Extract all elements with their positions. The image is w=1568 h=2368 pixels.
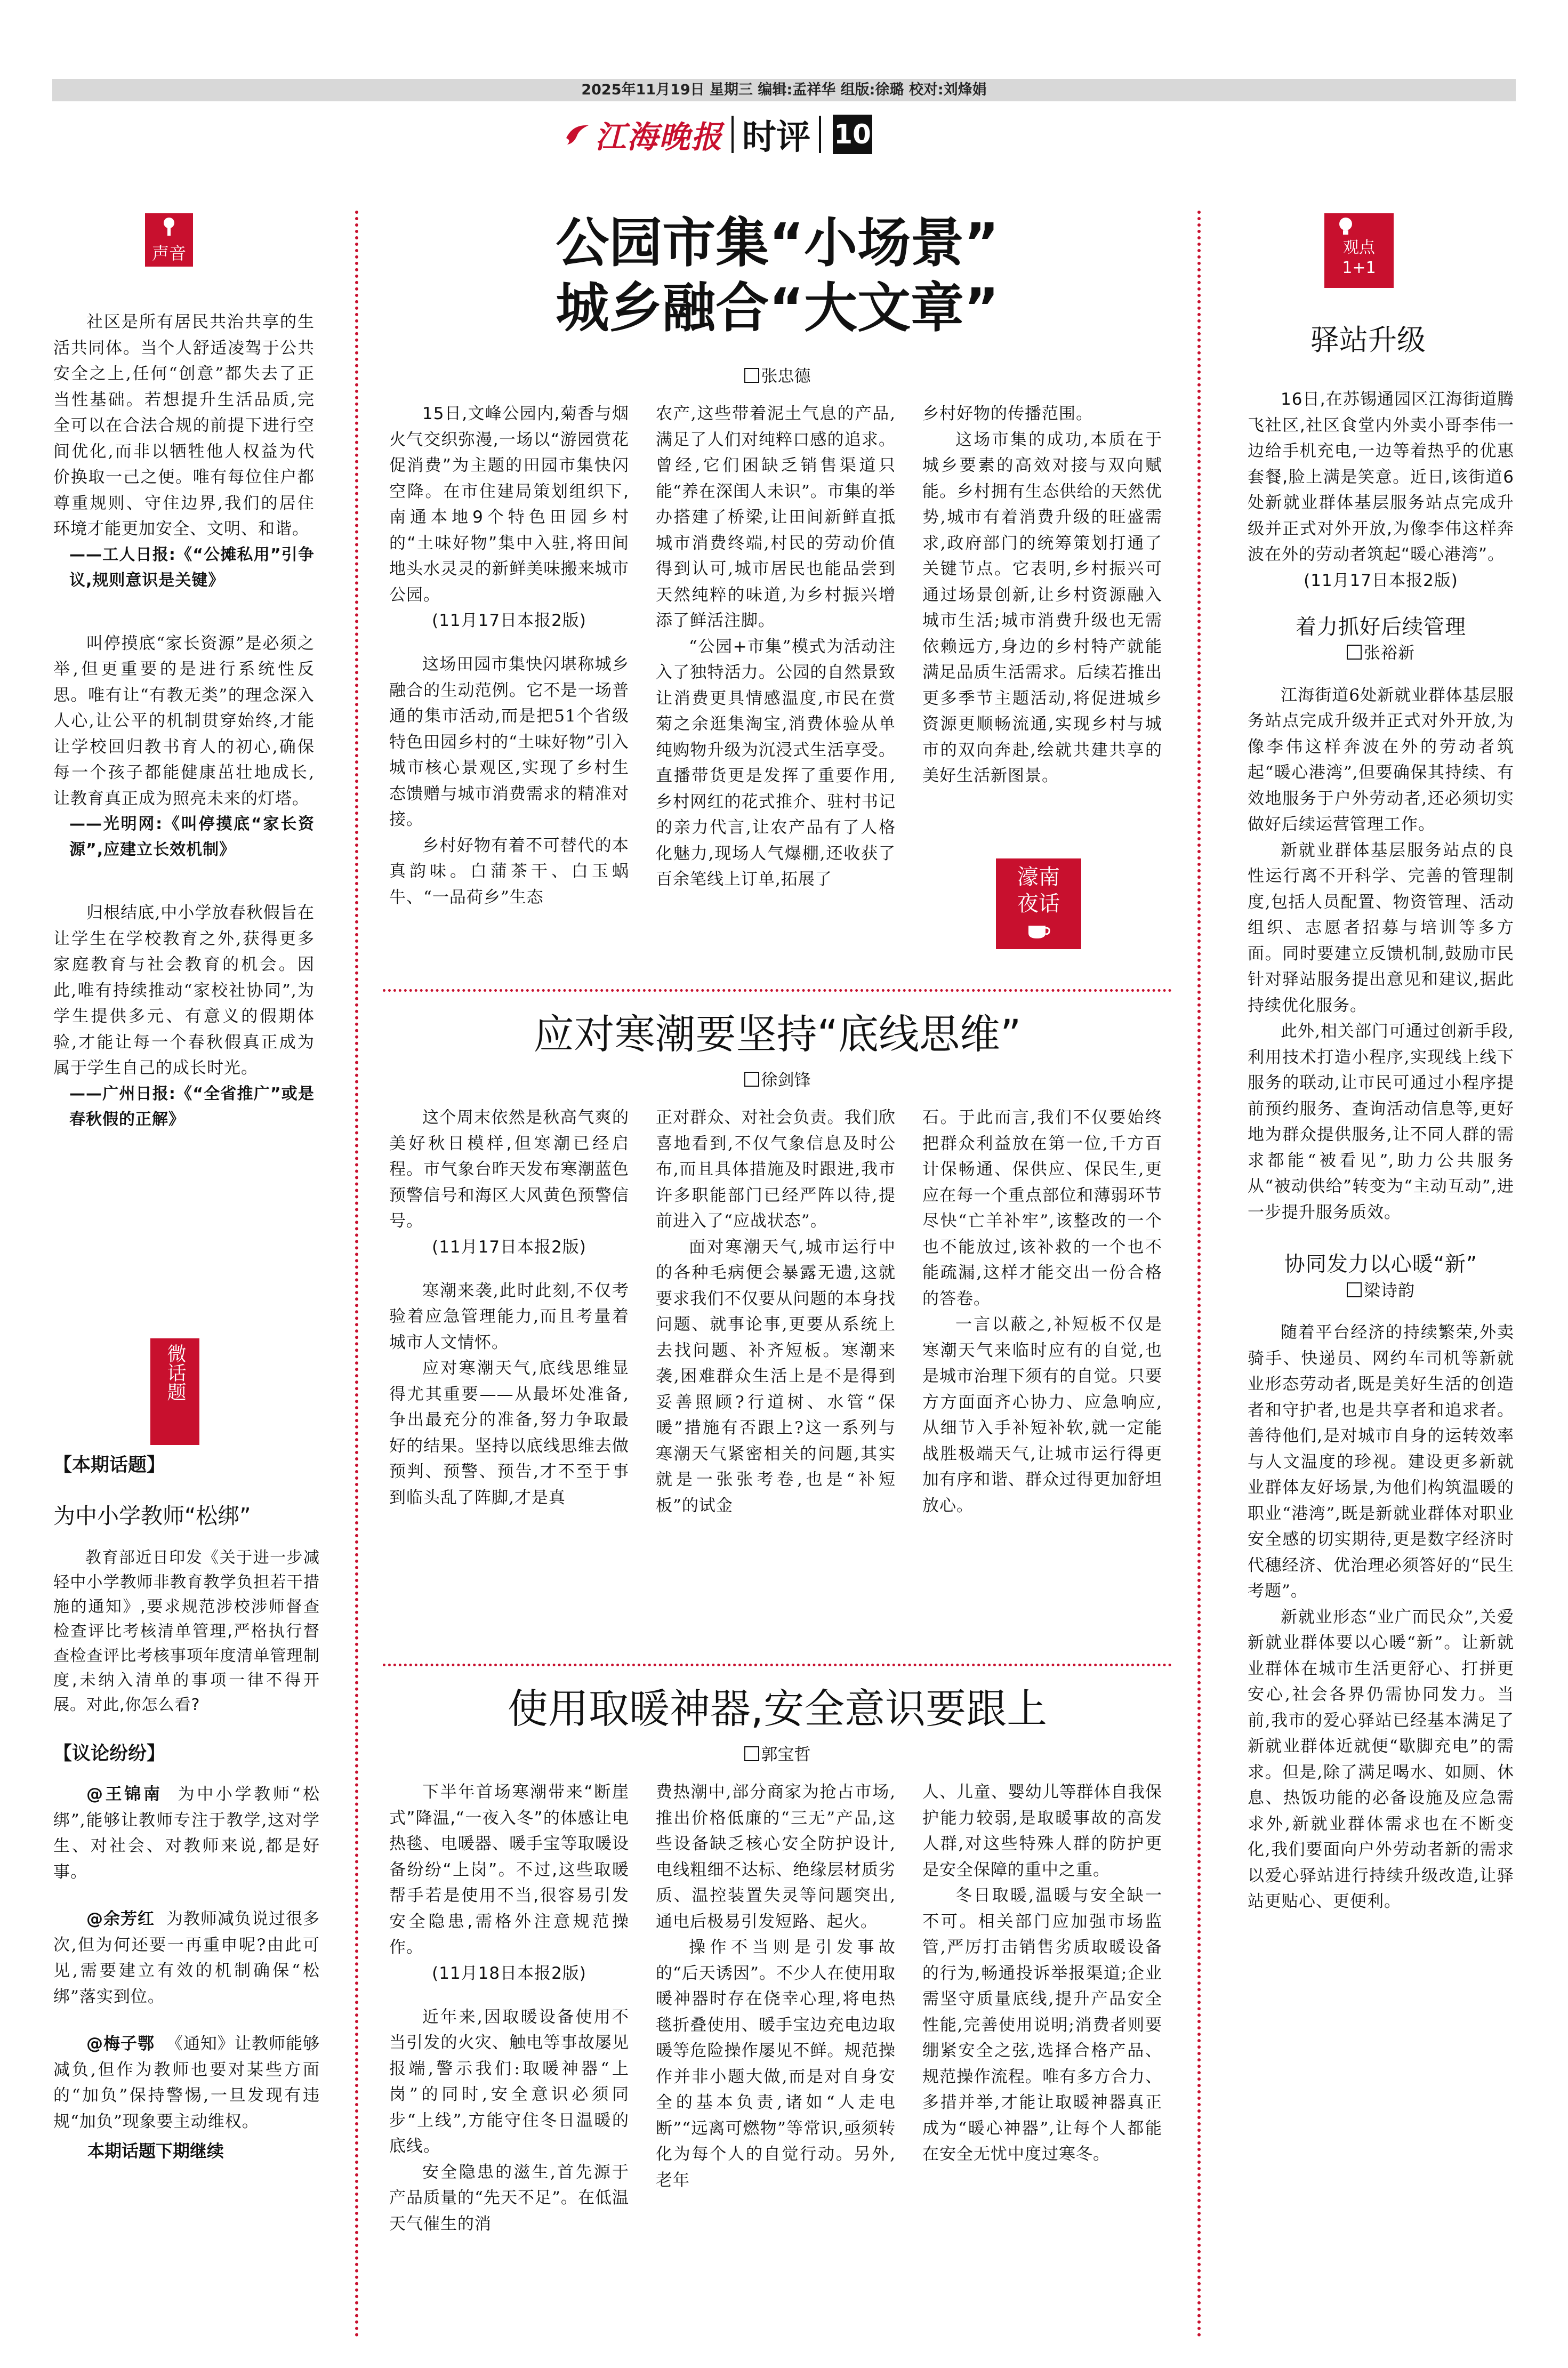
viewpoint-badge	[1324, 213, 1394, 288]
article2-col1	[389, 1105, 629, 1511]
article1-col1	[389, 401, 629, 910]
article1-paragraph: 农产,这些带着泥土气息的产品,满足了人们对纯粹口感的追求。曾经,它们困缺乏销售渠道只能“养在深闺人未识”。市集的举办搭建了桥梁,让田间新鲜直抵城市消费终端,村民的劳动价值得到认可,城市居民也能品尝到天然纯粹的味道,为乡村振兴增添了鲜活注脚。	[656, 404, 896, 630]
article3-news-source: (11月18日本报2版)	[432, 1963, 586, 1983]
viewpoint-badge-sub: 1+1	[1342, 259, 1376, 277]
comment-item	[53, 1906, 320, 2010]
article2-paragraph: 正对群众、对社会负责。我们欣喜地看到,不仅气象信息及时公布,而且具体措施及时跟进,我市许多职能部门已经严阵以待,提前进入了“应战状态”。	[656, 1108, 896, 1231]
next-issue-note: 本期话题下期继续	[87, 2141, 224, 2161]
byline-box-icon	[1347, 645, 1362, 660]
right-news: 16日,在苏锡通园区江海街道腾飞社区,社区食堂内外卖小哥李伟一边给手机充电,一边等着热乎的优惠套餐,脸上满是笑意。近日,该街道6处新就业群体基层服务站点完成升级并正式对外开放,为像李伟这样奔波在外的劳动者筑起“暖心港湾”。	[1248, 390, 1514, 564]
article3-paragraph: 操作不当则是引发事故的“后天诱因”。不少人在使用取暖神器时存在侥幸心理,将电热毯折叠使用、暖手宝边充电边取暖等危险操作屡见不鲜。规范操作并非小题大做,而是对自身安全的基本负责,诸如“人走电断”“远离可燃物”等常识,亟须转化为每个人的自觉行动。另外,老年	[656, 1938, 896, 2190]
comment-text: 《通知》让教师能够减负,但作为教师也要对某些方面的“加负”保持警惕,一旦发现有违规“加负”现象要主动维权。	[53, 2034, 320, 2131]
article2-news-source: (11月17日本报2版)	[432, 1237, 586, 1257]
article-divider	[383, 989, 1172, 992]
comment-text: 为教师减负说过很多次,但为何还要一再重申呢?由此可见,需要建立有效的机制确保“松绑”落实到位。	[53, 1909, 320, 2006]
sub-article1-byline	[1248, 640, 1514, 667]
article2-paragraph: 石。于此而言,我们不仅要始终把群众利益放在第一位,千方百计保畅通、保供应、保民生,更应在每一个重点部位和薄弱环节尽快“亡羊补牢”,该整改的一个也不能放过,该补救的一个也不能疏漏,这样才能交出一份合格的答卷。	[922, 1108, 1162, 1309]
byline-box-icon	[744, 1746, 759, 1761]
night-talk-badge	[996, 858, 1081, 949]
microphone-icon	[145, 213, 193, 240]
right-column-divider	[1197, 211, 1201, 2338]
article3-paragraph: 冬日取暖,温暖与安全缺一不可。相关部门应加强市场监管,严厉打击销售劣质取暖设备的行为,畅通投诉举报渠道;企业需坚守质量底线,提升产品安全性能,完善使用说明;消费者则要绷紧安全之弦,选择合格产品、规范操作流程。唯有多方合力、多措并举,才能让取暖神器真正成为“暖心神器”,让每个人都能在安全无忧中度过寒冬。	[922, 1886, 1162, 2164]
masthead-divider	[819, 116, 821, 153]
article1-col2	[656, 401, 896, 893]
voice-item-source: ——光明网:《叫停摸底“家长资源”,应建立长效机制》	[69, 815, 315, 859]
voice-item-text: 叫停摸底“家长资源”是必须之举,但更重要的是进行系统性反思。唯有让“有教无类”的理念深入人心,让公平的机制贯穿始终,才能让学校回归教书育人的初心,确保每一个孩子都能健康茁壮地成长,让教育真正成为照亮未来的灯塔。	[53, 633, 315, 808]
comment-text: 为中小学教师“松绑”,能够让教师专注于教学,这对学生、对社会、对教师来说,都是好事。	[53, 1785, 320, 1882]
left-column-divider	[355, 211, 358, 2338]
topic-text-block	[53, 1546, 320, 1717]
article1-headline-line: 公园市集“小场景”	[556, 212, 999, 274]
voice-item-source: ——工人日报:《“公摊私用”引争议,规则意识是关键》	[69, 545, 315, 590]
article3-paragraph: 费热潮中,部分商家为抢占市场,推出价格低廉的“三无”产品,这些设备缺乏核心安全防护设计,电线粗细不达标、绝缘层材质劣质、温控装置失灵等问题突出,通电后极易引发短路、起火。	[656, 1783, 896, 1931]
byline-box-icon	[744, 368, 759, 383]
article1-news-source: (11月17日本报2版)	[432, 611, 586, 630]
article2-paragraph: 应对寒潮天气,底线思维显得尤其重要——从最坏处准备,争出最充分的准备,努力争取最好的结果。坚持以底线思维去做预判、预警、预告,才不至于事到临头乱了阵脚,才是真	[389, 1359, 629, 1507]
comment-list	[53, 1781, 320, 2134]
teacup-icon	[996, 919, 1081, 946]
sub-article1-author: 张裕新	[1364, 644, 1415, 663]
article1-paragraph: 这场田园市集快闪堪称城乡融合的生动范例。它不是一场普通的集市活动,而是把51个省级特色田园乡村的“土味好物”引入城市核心景观区,实现了乡村生态馈赠与城市消费需求的精准对接。	[389, 655, 629, 829]
article1-paragraph: “公园+市集”模式为活动注入了独特活力。公园的自然景致让消费更具情感温度,市民在赏菊之余逛集淘宝,消费体验从单纯购物升级为沉浸式生活享受。直播带货更是发挥了重要作用,乡村网红的花式推介、驻村书记的亲力代言,让农产品有了人格化魅力,现场人气爆棚,还收获了百余笔线上订单,拓展了	[656, 637, 896, 889]
byline-box-icon	[1347, 1282, 1362, 1297]
lightbulb-icon	[1324, 213, 1394, 238]
article2-paragraph: 寒潮来袭,此时此刻,不仅考验着应急管理能力,而且考量着城市人文情怀。	[389, 1281, 629, 1352]
sub-article1-title: 着力抓好后续管理	[1295, 615, 1466, 639]
micro-topic-badge-label: 微话题	[164, 1344, 186, 1401]
right-column-body	[1248, 387, 1514, 1915]
voice-section	[53, 309, 315, 1133]
article3-author: 郭宝哲	[761, 1745, 811, 1764]
article1-headline-line: 城乡融合“大文章”	[556, 277, 999, 339]
voice-item-text: 社区是所有居民共治共享的生活共同体。当个人舒适凌驾于公共安全之上,任何“创意”都失去了正当性基础。若想提升生活品质,完全可以在合法合规的前提下进行空间优化,而非以牺牲他人权益为代价换取一己之便。唯有每位住户都尊重规则、守住边界,我们的居住环境才能更加安全、文明、和谐。	[53, 312, 315, 539]
article2-byline	[383, 1066, 1172, 1090]
article1-paragraph: 乡村好物的传播范围。	[922, 404, 1093, 423]
sub-article2-paragraph: 新就业形态“业广而民众”,关爱新就业群体要以心暖“新”。让新就业群体在城市生活更舒心、打拼更安心,社会各界仍需协同发力。当前,我市的爱心驿站已经基本满足了新就业群体近就便“歇脚充电”的需求。但是,除了满足喝水、如厕、休息、热饭功能的必备设施及应急需求外,新就业群体需求也在不断变化,我们要面向户外劳动者新的需求以爱心驿站进行持续升级改造,让驿站更贴心、更便利。	[1248, 1607, 1514, 1911]
viewpoint-badge-label: 观点	[1343, 238, 1375, 257]
article2-col3	[922, 1105, 1162, 1519]
sub-article1-paragraph: 新就业群体基层服务站点的良性运行离不开科学、完善的管理制度,包括人员配置、物资管理、活动组织、志愿者招募与培训等多方面。同时要建立反馈机制,鼓励市民针对驿站服务提出意见和建议,据此持续优化服务。	[1248, 840, 1514, 1015]
article3-paragraph: 人、儿童、婴幼儿等群体自我保护能力较弱,是取暖事故的高发人群,对这些特殊人群的防护更是安全保障的重中之重。	[922, 1783, 1162, 1880]
article3-headline: 使用取暖神器,安全意识要跟上	[507, 1685, 1048, 1732]
article3-paragraph: 安全隐患的滋生,首先源于产品质量的“先天不足”。在低温天气催生的消	[389, 2162, 629, 2234]
comment-author: @梅子鄂	[86, 2034, 155, 2053]
article3-news: 下半年首场寒潮带来“断崖式”降温,“一夜入冬”的体感让电热毯、电暖器、暖手宝等取暖设备纷纷“上岗”。不过,这些取暖帮手若是使用不当,很容易引发安全隐患,需格外注意规范操作。	[389, 1783, 629, 1957]
article3-col2	[656, 1779, 896, 2193]
voice-item-text: 归根结底,中小学放春秋假旨在让学生在学校教育之外,获得更多家庭教育与社会教育的机会。因此,唯有持续推动“家校社协同”,为学生提供多元、有意义的假期体验,才能让每一个春秋假真正成为属于学生自己的成长时光。	[53, 903, 315, 1078]
article3-col1	[389, 1779, 629, 2237]
article1-byline	[383, 363, 1172, 387]
article2-headline: 应对寒潮要坚持“底线思维”	[533, 1010, 1022, 1058]
dateline: 2025年11月19日 星期三 编辑:孟祥华 组版:徐璐 校对:刘烽娟	[581, 82, 987, 98]
discussion-tag: 【议论纷纷】	[53, 1743, 166, 1764]
sub-article1-paragraph: 此外,相关部门可通过创新手段,利用技术打造小程序,实现线上线下服务的联动,让市民可通过小程序提前预约服务、查询活动信息等,更好地为群众提供服务,让不同人群的需求都能“被看见”,助力公共服务从“被动供给”转变为“主动互动”,进一步提升服务质效。	[1248, 1022, 1514, 1222]
voice-item-source: ——广州日报:《“全省推广”或是春秋假的正解》	[69, 1084, 315, 1129]
comment-author: @余芳红	[86, 1909, 155, 1929]
article2-news: 这个周末依然是秋高气爽的美好秋日模样,但寒潮已经启程。市气象台昨天发布寒潮蓝色预警信号和海区大风黄色预警信号。	[389, 1108, 629, 1231]
night-talk-badge-label: 濠南夜话	[1017, 865, 1060, 916]
right-column-head: 驿站升级	[1310, 323, 1426, 357]
topic-title: 为中小学教师“松绑”	[53, 1503, 251, 1529]
article3-paragraph: 近年来,因取暖设备使用不当引发的火灾、触电等事故屡见报端,警示我们:取暖神器“上岗”的同时,安全意识必须同步“上线”,方能守住冬日温暖的底线。	[389, 2007, 629, 2156]
article-divider	[383, 1664, 1172, 1666]
sub-article2-title: 协同发力以心暖“新”	[1284, 1253, 1478, 1277]
article3-col3	[922, 1779, 1162, 2168]
sub-article2-byline	[1248, 1278, 1514, 1304]
article2-col2	[656, 1105, 896, 1519]
page-number: 10	[833, 115, 872, 154]
article1-news: 15日,文峰公园内,菊香与烟火气交织弥漫,一场以“游园赏花促消费”为主题的田园市集快闪空降。在市住建局策划组织下,南通本地9个特色田园乡村的“土味好物”集中入驻,将田间地头水灵灵的新鲜美味搬来城市公园。	[389, 404, 629, 605]
article2-author: 徐剑锋	[761, 1071, 811, 1090]
article3-byline	[383, 1741, 1172, 1765]
article1-paragraph: 乡村好物有着不可替代的本真韵味。白蒲茶干、白玉蜗牛、“一品荷乡”生态	[389, 836, 629, 907]
article1-author: 张忠德	[761, 367, 811, 386]
micro-topic-badge	[150, 1338, 199, 1445]
article2-paragraph: 面对寒潮天气,城市运行中的各种毛病便会暴露无遗,这就要求我们不仅要从问题的本身找问题、就事论事,更要从系统上去找问题、补齐短板。寒潮来袭,困难群众生活上是不是得到妥善照顾?行道树、水管“保暖”措施有否跟上?这一系列与寒潮天气紧密相关的问题,其实就是一张张考卷,也是“补短板”的试金	[656, 1237, 896, 1515]
section-name: 时评	[742, 117, 811, 157]
topic-section	[53, 1450, 320, 2162]
comment-author: @王锦南	[86, 1785, 163, 1804]
topic-text: 教育部近日印发《关于进一步减轻中小学教师非教育教学负担若干措施的通知》,要求规范涉校涉师督查检查评比考核清单管理,严格执行督查检查评比考核事项年度清单管理制度,未纳入清单的事项一律不得开展。对此,你怎么看?	[53, 1548, 320, 1714]
comment-item	[53, 1781, 320, 1885]
byline-box-icon	[744, 1072, 759, 1087]
masthead-divider	[731, 116, 734, 153]
article1-paragraph: 这场市集的成功,本质在于城乡要素的高效对接与双向赋能。乡村拥有生态供给的天然优势,城市有着消费升级的旺盛需求,政府部门的统筹策划打通了关键节点。它表明,乡村振兴可通过场景创新,让乡村资源融入城市生活;城市消费升级也无需依赖远方,身边的乡村特产就能满足品质生活需求。后续若推出更多季节主题活动,将促进城乡资源更顺畅流通,实现乡村与城市的双向奔赴,绘就共建共享的美好生活新图景。	[922, 430, 1162, 785]
voice-badge-label: 声音	[151, 243, 186, 263]
comment-item	[53, 2031, 320, 2134]
sub-article2-paragraph: 随着平台经济的持续繁荣,外卖骑手、快递员、网约车司机等新就业形态劳动者,既是美好生活的创造者和守护者,也是共享者和追求者。善待他们,是对城市自身的运转效率与人文温度的珍视。建设更多新就业群体友好场景,为他们构筑温暖的职业“港湾”,既是新就业群体对职业安全感的切实期待,更是数字经济时代穗经济、优治理必须答好的“民生考题”。	[1248, 1323, 1514, 1601]
masthead	[565, 112, 872, 157]
article1-headline	[383, 211, 1172, 341]
article1-col3	[922, 401, 1162, 789]
article2-paragraph: 一言以蔽之,补短板不仅是寒潮天气来临时应有的自觉,也是城市治理下须有的自觉。只要方方面面齐心协力、应急响应,从细节入手补短补软,就一定能战胜极端天气,让城市运行得更加有序和谐、群众过得更加舒坦放心。	[922, 1315, 1162, 1515]
right-news-source: (11月17日本报2版)	[1304, 571, 1458, 590]
bird-logo-icon	[565, 122, 590, 147]
sub-article1-paragraph: 江海街道6处新就业群体基层服务站点完成升级并正式对外开放,为像李伟这样奔波在外的劳动者筑起“暖心港湾”,但要确保其持续、有效地服务于户外劳动者,还必须切实做好后续运营管理工作。	[1248, 685, 1514, 834]
paper-name: 江海晚报	[595, 119, 723, 155]
voice-badge	[145, 213, 193, 267]
this-topic-tag: 【本期话题】	[53, 1455, 166, 1476]
sub-article2-author: 梁诗韵	[1364, 1281, 1415, 1301]
dateline-bar	[52, 79, 1516, 101]
